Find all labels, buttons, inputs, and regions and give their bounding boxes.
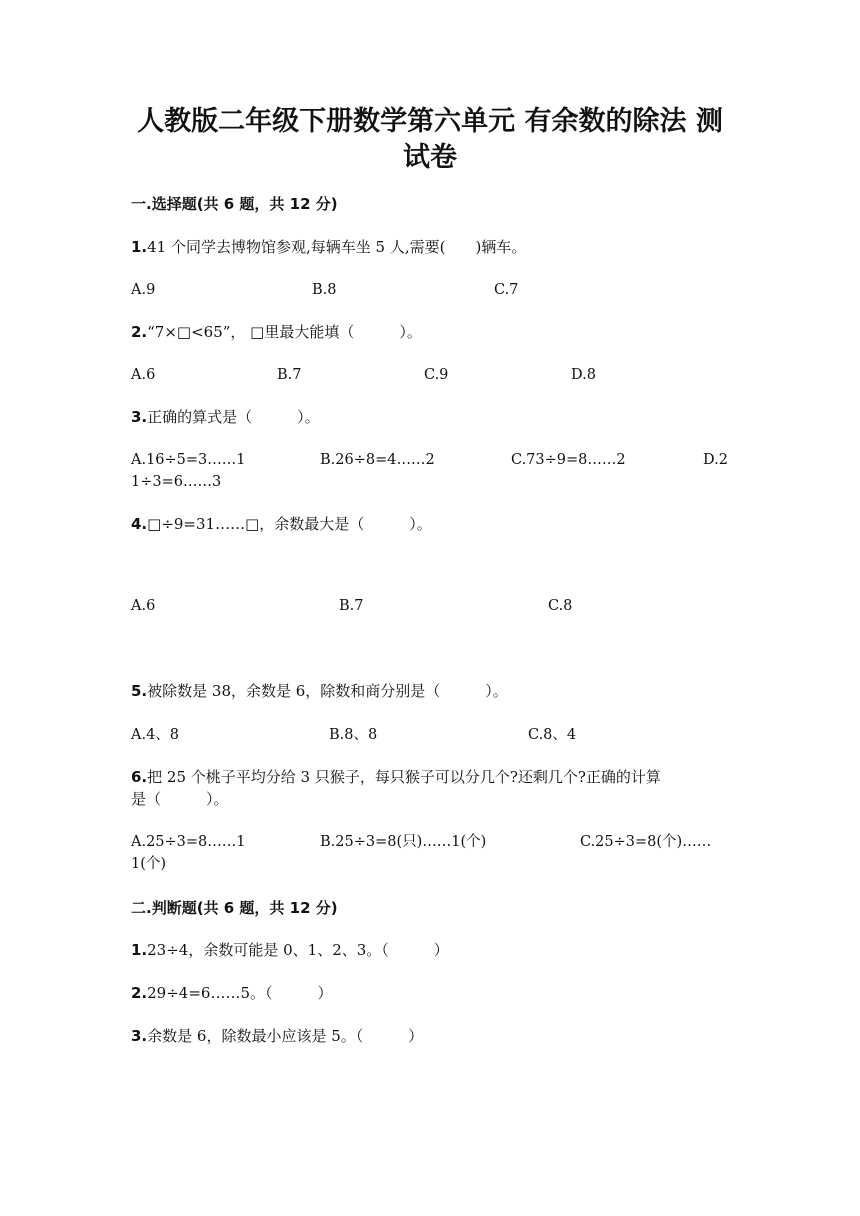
option-d: D.8 bbox=[571, 367, 596, 383]
question-text: □÷9=31……□，余数最大是（ ）。 bbox=[147, 515, 432, 533]
question-text: 正确的算式是（ ）。 bbox=[147, 408, 320, 426]
option-a: A.6 bbox=[131, 367, 156, 383]
question-1 bbox=[131, 236, 731, 258]
question-number: 4. bbox=[131, 515, 148, 533]
option-c: C.9 bbox=[424, 367, 449, 383]
option-a: A.4、8 bbox=[131, 727, 180, 743]
question-text: 29÷4=6……5。（ ） bbox=[147, 984, 333, 1002]
option-d: D.2 bbox=[703, 452, 728, 468]
option-b: B.26÷8=4……2 bbox=[320, 452, 435, 468]
question-text: 余数是 6，除数最小应该是 5。（ ） bbox=[147, 1027, 424, 1045]
judge-question-1 bbox=[131, 939, 731, 961]
option-a: A.6 bbox=[131, 598, 156, 614]
option-c: C.8 bbox=[548, 598, 573, 614]
question-6-line2: 是（ ）。 bbox=[131, 790, 229, 808]
option-b: B.8 bbox=[312, 282, 337, 298]
question-number: 1. bbox=[131, 941, 148, 959]
question-text: 23÷4，余数可能是 0、1、2、3。（ ） bbox=[147, 941, 449, 959]
question-4 bbox=[131, 513, 731, 535]
judge-question-3 bbox=[131, 1025, 731, 1047]
question-text-line1: 把 25 个桃子平均分给 3 只猴子，每只猴子可以分几个?还剩几个?正确的计算 bbox=[147, 768, 661, 786]
option-b: B.8、8 bbox=[329, 727, 378, 743]
question-3 bbox=[131, 406, 731, 428]
option-c: C.8、4 bbox=[528, 727, 577, 743]
option-a: A.16÷5=3……1 bbox=[131, 452, 246, 468]
question-number: 3. bbox=[131, 1027, 148, 1045]
exam-title-line2: 试卷 bbox=[403, 142, 457, 173]
option-c: C.73÷9=8……2 bbox=[511, 452, 626, 468]
question-number: 2. bbox=[131, 984, 148, 1002]
option-a: A.25÷3=8……1 bbox=[131, 834, 246, 850]
question-text: “7×□<65”， □里最大能填（ ）。 bbox=[147, 323, 422, 341]
question-number: 5. bbox=[131, 682, 148, 700]
option-b: B.25÷3=8(只)……1(个) bbox=[320, 834, 487, 850]
question-number: 6. bbox=[131, 768, 148, 786]
option-b: B.7 bbox=[339, 598, 364, 614]
option-c-continued: 1(个) bbox=[131, 856, 167, 872]
judge-question-2 bbox=[131, 982, 731, 1004]
section-heading-judge: 二.判断题(共 6 题，共 12 分) bbox=[131, 899, 338, 917]
option-c: C.7 bbox=[494, 282, 519, 298]
section-heading-choice: 一.选择题(共 6 题，共 12 分) bbox=[131, 195, 338, 213]
question-number: 2. bbox=[131, 323, 148, 341]
option-d-continued: 1÷3=6……3 bbox=[131, 474, 222, 490]
option-a: A.9 bbox=[131, 282, 156, 298]
question-text: 41 个同学去博物馆参观,每辆车坐 5 人,需要( )辆车。 bbox=[147, 238, 527, 256]
question-number: 1. bbox=[131, 238, 148, 256]
question-text: 被除数是 38，余数是 6，除数和商分别是（ ）。 bbox=[147, 682, 508, 700]
option-c: C.25÷3=8(个)…… bbox=[580, 834, 712, 850]
question-6 bbox=[131, 766, 731, 788]
question-2 bbox=[131, 321, 731, 343]
question-5 bbox=[131, 680, 731, 702]
exam-title-line1: 人教版二年级下册数学第六单元 有余数的除法 测 bbox=[137, 106, 723, 137]
question-number: 3. bbox=[131, 408, 148, 426]
option-b: B.7 bbox=[277, 367, 302, 383]
